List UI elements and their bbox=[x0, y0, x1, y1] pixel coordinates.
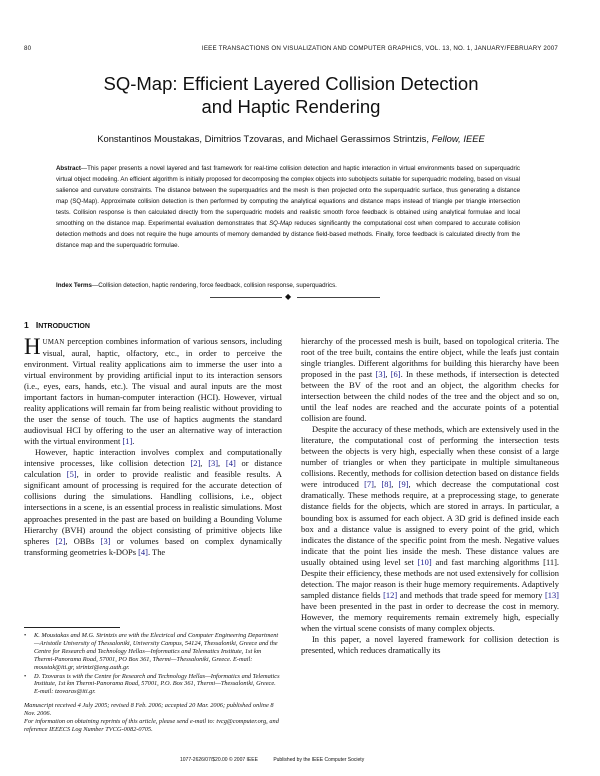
journal-line: IEEE TRANSACTIONS ON VISUALIZATION AND COMPUTER GRAPHICS, VOL. 13, NO. 1, JANUARY/FEBRUARY 2007 bbox=[201, 45, 558, 52]
bottom-line bbox=[180, 757, 378, 763]
citation-link[interactable]: [5] bbox=[66, 469, 77, 480]
intro-p1-text-a: perception combines information of various sensors, including visual, aural, haptic, olfactory, etc., in order to perceive the environment. Virtual reality applications aim to immerse the user into a virtual environment by providing artificial input to its interaction sensors (i.e., eyes, ears, hands, etc.). The visual and aural inputs are the most important factors in human-computer interaction (HCI). However, virtual reality applications will remain far from being realistic without providing to the user the sense of touch. The use of haptics augments the standard audiovisual HCI by offering to the user an alternative way of interaction with the virtual environment bbox=[24, 336, 282, 447]
citation-link[interactable]: [6] bbox=[390, 369, 401, 380]
section-heading-introduction bbox=[24, 320, 90, 330]
author-list bbox=[24, 133, 558, 144]
citation-link[interactable]: [12] bbox=[383, 589, 398, 600]
right-paragraph-3: In this paper, a novel layered framework for collision detection is presented, which reduces dramatically its bbox=[301, 633, 559, 655]
abstract-italic-term: SQ-Map bbox=[269, 220, 292, 227]
footnote-text-1: K. Moustakas and M.G. Strintzis are with the Electrical and Computer Engineering Department—Aristotle University of Thessaloniki, University Campus, 54124, Thessaloniki, Greece and the Centre for Research and Technology Hellas—Informatics and Telematics Institute, 1st km Thermi-Panorama Road, 57001, PO Box 361, Thermi—Thessaloniki, Greece. E-mail: moustak@iti.gr, strintzi@eng.auth.gr. bbox=[34, 632, 279, 671]
citation-link[interactable]: [2] bbox=[190, 458, 201, 469]
citation-link[interactable]: [7] bbox=[364, 479, 374, 490]
manuscript-received-note: Manuscript received 4 July 2005; revised 8 Feb. 2006; accepted 20 Mar. 2006; published online 8 Nov. 2006. bbox=[24, 702, 274, 718]
page-number: 80 bbox=[24, 45, 32, 52]
divider-diamond: ◆ bbox=[285, 292, 295, 301]
title-line-2: and Haptic Rendering bbox=[201, 96, 381, 117]
index-terms-label: Index Terms bbox=[56, 282, 92, 289]
citation-link[interactable]: [1] bbox=[122, 436, 133, 447]
divider-ornament bbox=[282, 291, 297, 302]
intro-p2-text-d: , OBBs bbox=[65, 535, 101, 546]
section-number: 1 bbox=[24, 320, 29, 330]
footnote-bullet: • bbox=[24, 672, 27, 680]
right-paragraph-2: Despite the accuracy of these methods, which are extensively used in the literature, the computational cost of performing the intersection tests between the objects is very high, especially when these consist of a large number of triangles or when they participate in multiple simultaneous collisions. Recently, methods for collision detection based on distance fields were introduced [7], [8], [9], which decrease the computational cost dramatically. These methods require, at a preprocessing stage, to generate distance fields for the objects, which are stored in arrays. In particular, a bounding box is assumed for each object. A 3D grid is defined inside each box and a distance value is assigned to every point of the grid, which indicates the distance of the specific point from the mesh. Negative values indicate that the point lies inside the mesh. These distance values are usually obtained using level set [10] and fast marching algorithms [11]. Despite their efficiency, these methods are not used extensively for collision detection. The major reason is their huge memory requirements. Adaptively sampled distance fields [12] and methods that trade speed for memory [13] have been presented in the past in order to decrease the cost in memory. However, the memory requirements remain extremely high, especially when the virtual scene consists of many complex objects. bbox=[301, 424, 560, 633]
intro-p2-text-a: However, haptic interaction involves complex and computationally intensive processes, like collision detection bbox=[24, 447, 282, 469]
right-p2-text-d: and methods that trade speed for memory bbox=[397, 589, 545, 600]
index-terms bbox=[56, 280, 520, 291]
right-p1-text-b: . In these methods, if intersection is detected between the BV of the root and an object, the algorithm checks for intersection between the child nodes of the tree and the object and so on, until the leaf nodes are reached and the accurate points of a potential collision are found. bbox=[301, 369, 559, 424]
citation-link[interactable]: [8] bbox=[381, 479, 392, 490]
intro-p1-text-b: . bbox=[132, 436, 135, 447]
copyright-notice: 1077-2626/07/$20.00 © 2007 IEEE bbox=[180, 757, 258, 763]
right-column bbox=[301, 336, 559, 656]
citation-link[interactable]: [2] bbox=[55, 535, 66, 546]
right-p2-text-a: Despite the accuracy of these methods, which are extensively used in the literature, the computational cost of performing the intersection tests between the objects is very high, especially when these consist of a large number of triangles or when they participate in multiple simultaneous collisions. Recently, methods for collision detection based on distance fields were introduced bbox=[301, 424, 559, 490]
right-p1-text-a: hierarchy of the processed mesh is built, based on topological criteria. The root of the tree built, contains the entire object, while the leafs just contain single triangles. Different algorithms for building this hierarchy have been proposed in the past bbox=[301, 336, 559, 380]
abstract bbox=[56, 163, 520, 251]
right-p2-text-c: and fast marching algorithms [11]. Despite their efficiency, these methods are not used extensively for collision detection. The major reason is their huge memory requirements. Adaptively sampled distance fields bbox=[301, 556, 559, 600]
citation-link[interactable]: [3] bbox=[100, 535, 111, 546]
abstract-label: Abstract bbox=[56, 165, 81, 172]
section-title-rest: NTRODUCTION bbox=[38, 323, 90, 330]
author-names: Konstantinos Moustakas, Dimitrios Tzovaras, and Michael Gerassimos Strintzis, bbox=[97, 133, 429, 144]
abstract-text-b: reduces significantly the computational cost when compared to accurate collision detection methods and does not require the huge amounts of memory demanded by distance field-based methods. Finally, force feedback is calculated directly from the distance map and the superquadric formulae. bbox=[56, 220, 521, 249]
author-fellow-title: Fellow, IEEE bbox=[431, 133, 485, 144]
footnote-affiliation-2 bbox=[24, 673, 282, 697]
right-p2-text-e: have been presented in the past in order to decrease the cost in memory. However, the memory requirements remain extremely high, especially when the virtual scene consists of many complex objects. bbox=[301, 600, 559, 633]
intro-p2-text-c: , in order to provide realistic and feasible results. A significant amount of processing is required for the accurate detection of collisions during the simulations. Handling collisions, i.e., object intersections in a scene, is an essential process in realistic simulations. Most approaches presented in the past are based on building a Bounding Volume Hierarchy (BVH) around the object consisting of primitive objects like spheres bbox=[24, 469, 283, 546]
right-p2-text-b: , which decrease the computational cost dramatically. These methods require, at a preprocessing stage, to generate distance fields for the objects, which are stored in arrays. In particular, a bounding box is assumed for each object. A 3D grid is defined inside each box and a distance value is assigned to every point of the grid, which indicates the distance of the specific point from the mesh. Negative values indicate that the point lies inside the mesh. These distance values are usually obtained using level set bbox=[301, 479, 560, 567]
abstract-dash: — bbox=[80, 165, 88, 172]
publisher-notice: Published by the IEEE Computer Society bbox=[273, 757, 365, 763]
drop-cap: H bbox=[24, 334, 41, 359]
abstract-text-a: This paper presents a novel layered and fast framework for real-time collision detection and haptic interaction in virtual environments based on superquadric virtual object modeling. An efficient algorithm is initially proposed for decomposing the complex objects into subobjects suitable for superquadric modeling, based on visual salience and curvature constraints. The distance between the superquadrics and the mesh is then projected onto the superquadric surface, thus generating a distance map (SQ-Map). Approximate collision detection is then performed by computing the analytical equations and distance maps instead of triangle per triangle intersection tests. Collision response is then calculated directly from the superquadric models and realistic smooth force feedback is obtained using analytical formulae and local smoothing on the distance map. Experimental evaluation demonstrates that bbox=[56, 165, 520, 227]
footnote-text-2: D. Tzovaras is with the Centre for Research and Technology Hellas—Informatics and Telematics Institute, 1st km Thermi-Panorama Road, 57001, P.O. Box 361, Thermi—Thessaloniki, Greece. E-mail: tzovaras@iti.gr. bbox=[34, 672, 280, 696]
footnotes bbox=[24, 632, 282, 734]
citation-link[interactable]: [4] bbox=[225, 458, 236, 469]
citation-link[interactable]: [3] bbox=[375, 369, 386, 380]
running-head bbox=[24, 45, 558, 55]
title-line-1: SQ-Map: Efficient Layered Collision Detection bbox=[103, 73, 479, 94]
citation-link[interactable]: [9] bbox=[398, 479, 409, 490]
intro-paragraph-2: However, haptic interaction involves complex and computationally intensive processes, like collision detection [2], [3], [4] or distance calculation [5], in order to provide realistic and feasible results. A significant amount of processing is required for the accurate detection of collisions during the simulations. Handling collisions, i.e., object intersections in a scene, is an essential process in realistic simulations. Most approaches presented in the past are based on building a Bounding Volume Hierarchy (BVH) around the object consisting of primitive objects like spheres [2], OBBs [3] or volumes based on complex dynamically transforming geometries k-DOPs [4]. The bbox=[24, 447, 283, 557]
footnote-rule bbox=[24, 627, 120, 628]
citation-link[interactable]: [4] bbox=[138, 546, 148, 557]
footnote-bullet: • bbox=[24, 632, 27, 639]
citation-link[interactable]: [13] bbox=[544, 589, 559, 600]
intro-p2-text-b: or distance calculation bbox=[24, 458, 282, 480]
citation-link[interactable]: [10] bbox=[417, 556, 432, 567]
intro-p2-text-f: . The bbox=[147, 546, 166, 557]
intro-smallcaps: UMAN bbox=[42, 339, 65, 346]
reprints-note: For information on obtaining reprints of this article, please send e-mail to: tvcg@computer.org, and reference IEEECS Log Number TVCG-0082-0705. bbox=[24, 718, 279, 733]
intro-p2-text-e: or volumes based on complex dynamically transforming geometries k-DOPs bbox=[24, 535, 283, 557]
right-paragraph-1: hierarchy of the processed mesh is built, based on topological criteria. The root of the tree built, contains the entire object, while the leafs just contain single triangles. Different algorithms for building this hierarchy have been proposed in the past [3], [6]. In these methods, if intersection is detected between the BV of the root and an object, the algorithm checks for intersection between the child nodes of the tree and the object and so on, until the leaf nodes are reached and the accurate points of a potential collision are found. bbox=[301, 336, 559, 424]
index-terms-text: —Collision detection, haptic rendering, force feedback, collision response, superquadrics. bbox=[92, 282, 337, 289]
paper-title bbox=[24, 72, 558, 118]
left-column bbox=[24, 336, 282, 558]
citation-link[interactable]: [3] bbox=[208, 458, 219, 469]
section-title-initial: I bbox=[35, 320, 39, 330]
intro-paragraph-1 bbox=[24, 336, 282, 447]
footnote-affiliation-1 bbox=[24, 632, 282, 672]
